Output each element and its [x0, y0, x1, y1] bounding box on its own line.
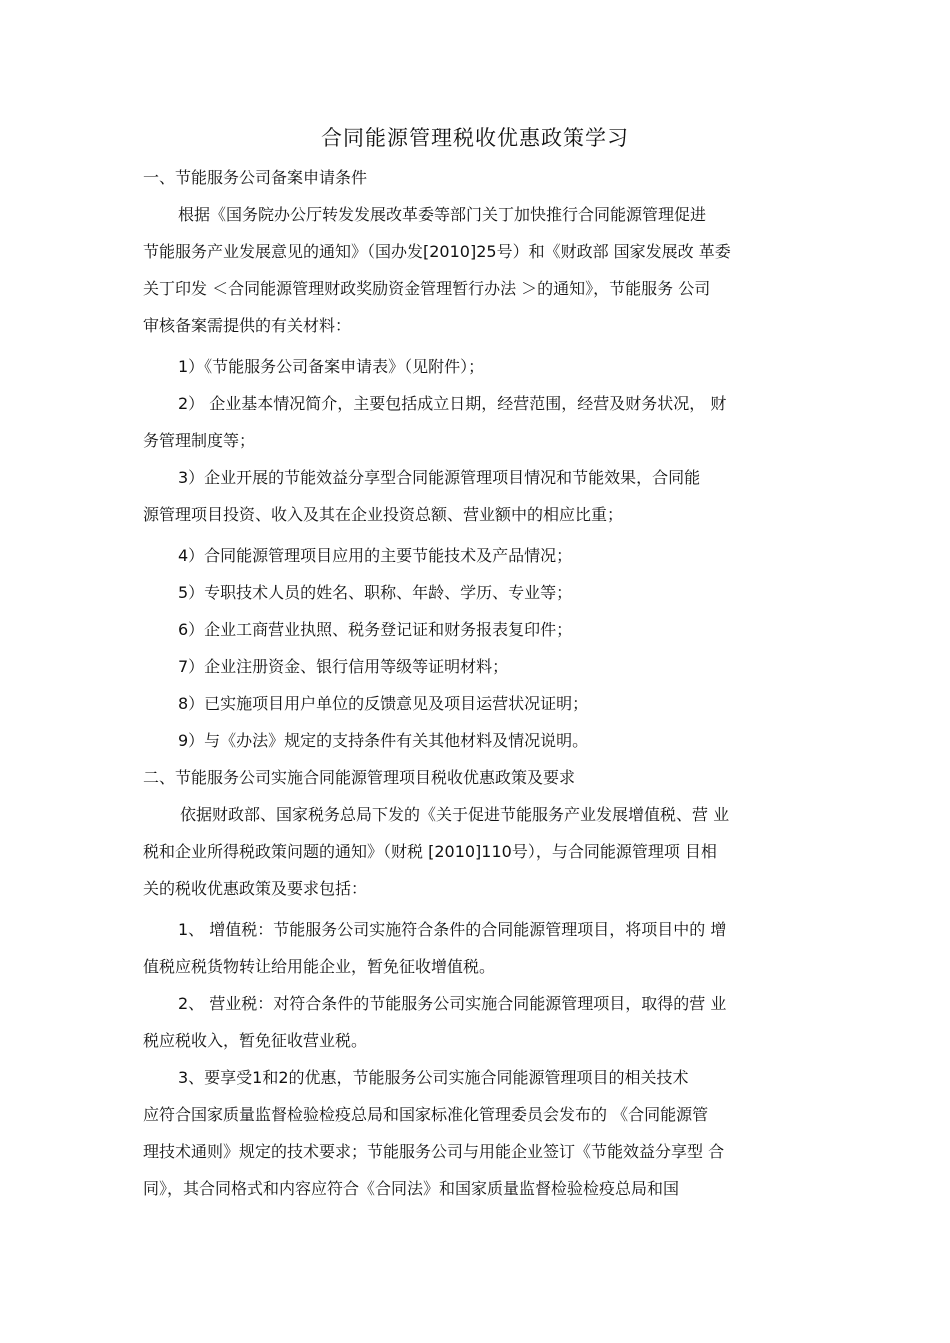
- list-item: 3、要享受1和2的优惠，节能服务公司实施合同能源管理项目的相关技术: [178, 1068, 689, 1087]
- list-item: 3）企业开展的节能效益分享型合同能源管理项目情况和节能效果，合同能: [178, 468, 701, 487]
- section2-intro-line: 税和企业所得税政策问题的通知》（财税 [2010]110号），与合同能源管理项 目相: [143, 842, 717, 861]
- section2-intro-line: 依据财政部、国家税务总局下发的《关于促进节能服务产业发展增值税、营 业: [180, 805, 730, 824]
- section1-heading: 一、节能服务公司备案申请条件: [143, 168, 368, 187]
- section1-intro-line: 关丁印发 ＜合同能源管理财政奖励资金管理暂行办法 ＞的通知》，节能服务 公司: [143, 279, 711, 298]
- list-item: 6）企业工商营业执照、税务登记证和财务报表复印件；: [178, 620, 573, 639]
- list-item-continuation: 源管理项目投资、收入及其在企业投资总额、营业额中的相应比重；: [143, 505, 624, 524]
- list-item-continuation: 同》，其合同格式和内容应符合《合同法》和国家质量监督检验检疫总局和国: [143, 1179, 680, 1198]
- section1-intro-line: 节能服务产业发展意见的通知》（国办发[2010]25号）和《财政部 国家发展改 革委: [143, 242, 731, 261]
- list-item: 5）专职技术人员的姓名、职称、年龄、学历、专业等；: [178, 583, 573, 602]
- list-item: 7）企业注册资金、银行信用等级等证明材料；: [178, 657, 509, 676]
- list-item: 4）合同能源管理项目应用的主要节能技术及产品情况；: [178, 546, 573, 565]
- list-item-continuation: 务管理制度等；: [143, 431, 256, 450]
- list-item: 9）与《办法》规定的支持条件有关其他材料及情况说明。: [178, 731, 589, 750]
- list-item: 8）已实施项目用户单位的反馈意见及项目运营状况证明；: [178, 694, 589, 713]
- list-item: 2、 营业税：对符合条件的节能服务公司实施合同能源管理项目，取得的营 业: [178, 994, 727, 1013]
- document-title: 合同能源管理税收优惠政策学习: [321, 126, 629, 150]
- section1-intro-line: 审核备案需提供的有关材料：: [143, 316, 352, 335]
- section2-intro-line: 关的税收优惠政策及要求包括：: [143, 879, 368, 898]
- list-item-continuation: 应符合国家质量监督检验检疫总局和国家标准化管理委员会发布的 《合同能源管: [143, 1105, 709, 1124]
- section1-intro-line: 根据《国务院办公厅转发发展改革委等部门关丁加快推行合同能源管理促进: [178, 205, 707, 224]
- list-item: 2） 企业基本情况简介，主要包括成立日期，经营范围，经营及财务状况， 财: [178, 394, 727, 413]
- list-item-continuation: 值税应税货物转让给用能企业，暂免征收增值税。: [143, 957, 496, 976]
- list-item: 1、 增值税：节能服务公司实施符合条件的合同能源管理项目，将项目中的 增: [178, 920, 727, 939]
- list-item-continuation: 税应税收入，暂免征收营业税。: [143, 1031, 368, 1050]
- list-item: 1）《节能服务公司备案申请表》（见附件）；: [178, 357, 485, 376]
- section2-heading: 二、节能服务公司实施合同能源管理项目税收优惠政策及要求: [143, 768, 576, 787]
- list-item-continuation: 理技术通则》规定的技术要求；节能服务公司与用能企业签订《节能效益分享型 合: [143, 1142, 725, 1161]
